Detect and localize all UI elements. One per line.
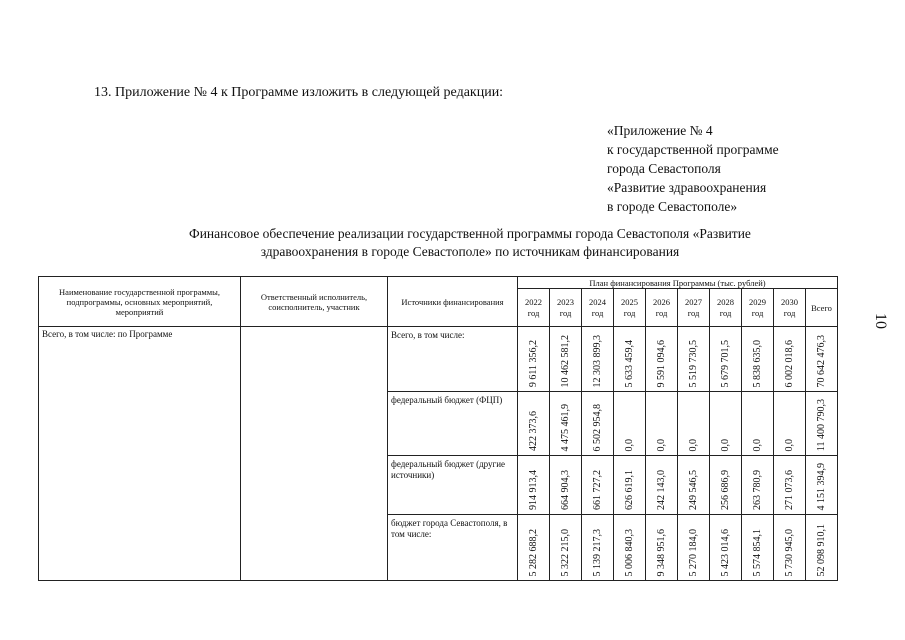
- value-text: 626 619,1: [623, 470, 635, 510]
- appendix-line: города Севастополя: [607, 161, 721, 176]
- value-cell: [710, 456, 742, 515]
- value-text: 12 303 899,3: [591, 334, 603, 387]
- value-cell: [550, 392, 582, 456]
- value-cell: [742, 515, 774, 581]
- value-cell: [774, 456, 806, 515]
- value-cell: [710, 392, 742, 456]
- value-text: 5 838 635,0: [751, 339, 763, 387]
- value-text: 5 519 730,5: [687, 339, 699, 387]
- value-cell: [646, 392, 678, 456]
- table-row: [39, 327, 838, 392]
- total-value-cell: [806, 515, 838, 581]
- header-plan: План финансирования Программы (тыс. рублей): [518, 277, 838, 289]
- value-cell: [646, 515, 678, 581]
- value-cell: [550, 327, 582, 392]
- value-text: 256 686,9: [719, 470, 731, 510]
- value-cell: [582, 456, 614, 515]
- value-cell: [710, 327, 742, 392]
- value-text: 5 679 701,5: [719, 339, 731, 387]
- header-year: 2029 год: [742, 289, 774, 327]
- value-text: 0,0: [687, 438, 699, 451]
- value-cell: [742, 327, 774, 392]
- value-text: 0,0: [719, 438, 731, 451]
- appendix-line: «Развитие здравоохранения: [607, 180, 767, 195]
- value-cell: [774, 515, 806, 581]
- header-year: 2028 год: [710, 289, 742, 327]
- header-year: 2030 год: [774, 289, 806, 327]
- value-text: 9 611 356,2: [527, 339, 539, 387]
- value-cell: [774, 327, 806, 392]
- value-cell: [678, 327, 710, 392]
- value-text: 664 904,3: [559, 470, 571, 510]
- value-cell: [678, 456, 710, 515]
- executor-cell: [241, 327, 388, 581]
- value-cell: [742, 392, 774, 456]
- value-cell: [518, 327, 550, 392]
- source-cell: бюджет города Севастополя, в том числе:: [388, 515, 518, 581]
- value-text: 6 002 018,6: [783, 339, 795, 387]
- appendix-line: «Приложение № 4: [607, 123, 713, 138]
- value-cell: [518, 392, 550, 456]
- value-cell: [582, 515, 614, 581]
- value-text: 5 322 215,0: [559, 528, 571, 576]
- appendix-heading: [607, 121, 779, 216]
- source-cell: Всего, в том числе:: [388, 327, 518, 392]
- value-cell: [582, 392, 614, 456]
- value-text: 661 727,2: [591, 470, 603, 510]
- value-text: 5 270 184,0: [687, 528, 699, 576]
- value-text: 5 139 217,3: [591, 528, 603, 576]
- value-text: 70 642 476,3: [815, 334, 827, 387]
- value-text: 5 282 688,2: [527, 528, 539, 576]
- value-text: 5 633 459,4: [623, 339, 635, 387]
- value-cell: [582, 327, 614, 392]
- header-year: 2022 год: [518, 289, 550, 327]
- value-text: 9 591 094,6: [655, 339, 667, 387]
- appendix-line: в городе Севастополе»: [607, 199, 738, 214]
- total-value-cell: [806, 456, 838, 515]
- value-cell: [742, 456, 774, 515]
- header-total: Всего: [806, 289, 838, 327]
- value-text: 422 373,6: [527, 411, 539, 451]
- financing-table: [38, 276, 838, 581]
- value-text: 242 143,0: [655, 470, 667, 510]
- value-cell: [678, 392, 710, 456]
- total-value-cell: [806, 392, 838, 456]
- value-cell: [614, 327, 646, 392]
- header-name: Наименование государственной программы, подпрограммы, основных мероприятий, мероприятий: [39, 277, 241, 327]
- value-text: 249 546,5: [687, 470, 699, 510]
- header-sources: Источники финансирования: [388, 277, 518, 327]
- value-cell: [518, 515, 550, 581]
- source-cell: федеральный бюджет (другие источники): [388, 456, 518, 515]
- value-text: 0,0: [783, 438, 795, 451]
- intro-text: 13. Приложение № 4 к Программе изложить в следующей редакции:: [94, 85, 504, 100]
- value-cell: [550, 456, 582, 515]
- value-text: 263 780,9: [751, 470, 763, 510]
- value-text: 4 151 394,9: [815, 462, 827, 510]
- value-cell: [518, 456, 550, 515]
- header-executor: Ответственный исполнитель, соисполнитель, участник: [241, 277, 388, 327]
- header-year: 2027 год: [678, 289, 710, 327]
- value-text: 914 913,4: [527, 470, 539, 510]
- value-text: 0,0: [623, 438, 635, 451]
- value-text: 10 462 581,2: [559, 334, 571, 387]
- value-text: 11 400 790,3: [815, 398, 827, 451]
- value-text: 0,0: [655, 438, 667, 451]
- value-text: 271 073,6: [783, 470, 795, 510]
- value-text: 6 502 954,8: [591, 403, 603, 451]
- header-year: 2026 год: [646, 289, 678, 327]
- header-year: 2024 год: [582, 289, 614, 327]
- value-cell: [710, 515, 742, 581]
- document-title: Финансовое обеспечение реализации государственной программы города Севастополя «Развитие здравоохранения в городе Севастополе» по источникам финансирования: [189, 226, 751, 259]
- value-text: 5 574 854,1: [751, 528, 763, 576]
- header-year: 2023 год: [550, 289, 582, 327]
- value-cell: [550, 515, 582, 581]
- appendix-line: к государственной программе: [607, 142, 779, 157]
- total-value-cell: [806, 327, 838, 392]
- value-text: 5 423 014,6: [719, 528, 731, 576]
- value-cell: [614, 515, 646, 581]
- value-text: 52 098 910,1: [815, 523, 827, 576]
- value-cell: [678, 515, 710, 581]
- value-cell: [646, 327, 678, 392]
- value-cell: [774, 392, 806, 456]
- value-text: 4 475 461,9: [559, 403, 571, 451]
- value-text: 5 006 840,3: [623, 528, 635, 576]
- value-cell: [614, 456, 646, 515]
- value-text: 9 348 951,6: [655, 528, 667, 576]
- value-cell: [614, 392, 646, 456]
- value-text: 0,0: [751, 438, 763, 451]
- value-cell: [646, 456, 678, 515]
- header-year: 2025 год: [614, 289, 646, 327]
- program-name-cell: Всего, в том числе: по Программе: [39, 327, 241, 581]
- value-text: 5 730 945,0: [783, 528, 795, 576]
- source-cell: федеральный бюджет (ФЦП): [388, 392, 518, 456]
- page-number: 10: [872, 313, 889, 329]
